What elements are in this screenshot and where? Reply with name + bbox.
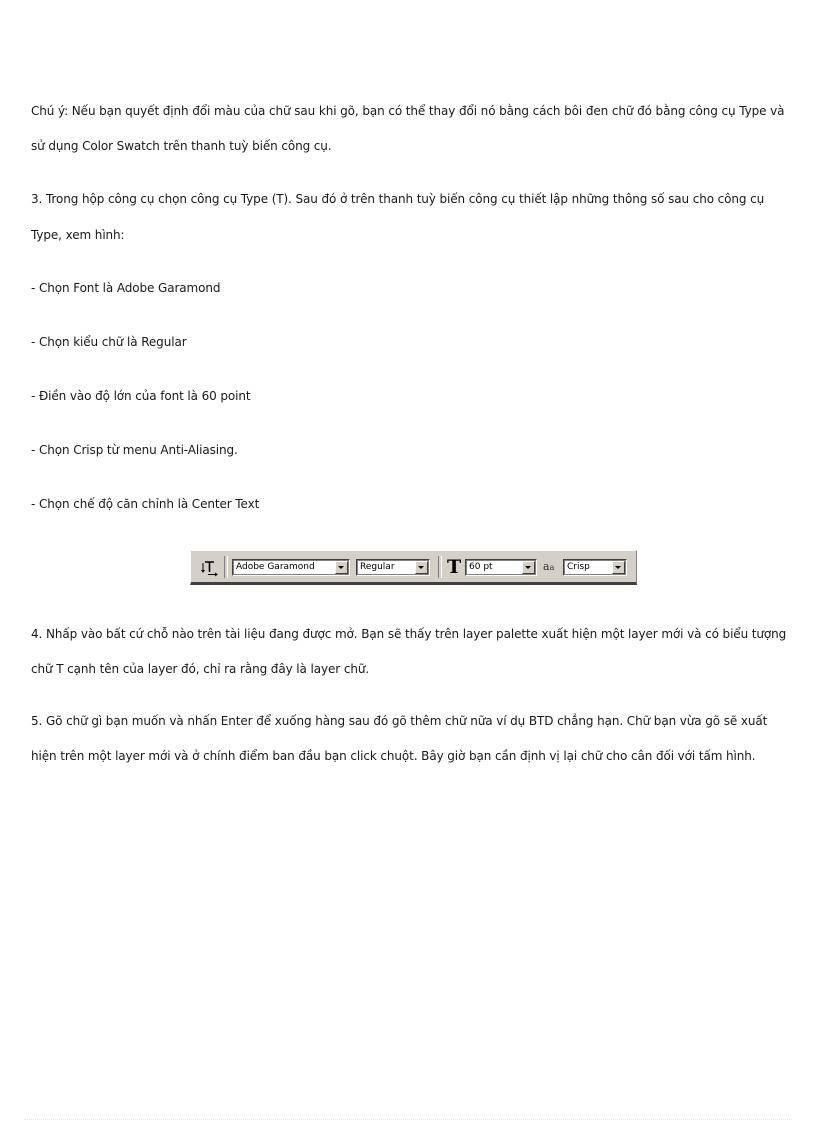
paragraph-step4-line-2: chữ T cạnh tên của layer đó, chỉ ra rằng đây là layer chữ.: [31, 662, 370, 676]
anti-aliasing-value: Crisp: [567, 562, 590, 572]
font-family-select[interactable]: [232, 559, 350, 576]
anti-aliasing-icon: [543, 560, 554, 575]
font-family-value: Adobe Garamond: [236, 562, 315, 572]
page-footer-divider: [24, 1119, 792, 1120]
anti-aliasing-select[interactable]: [563, 559, 627, 576]
chevron-down-icon[interactable]: [335, 561, 348, 574]
paragraph-note-line-2: sử dụng Color Swatch trên thanh tuỳ biến công cụ.: [31, 139, 332, 153]
chevron-down-icon[interactable]: [522, 561, 535, 574]
font-style-value: Regular: [360, 562, 395, 572]
paragraph-step5-line-1: 5. Gõ chữ gì bạn muốn và nhấn Enter để xuống hàng sau đó gõ thêm chữ nữa ví dụ BTD chẳng hạn. Chữ bạn vừa gõ sẽ xuất: [31, 714, 768, 728]
paragraph-note-line-1: Chú ý: Nếu bạn quyết định đổi màu của chữ sau khi gõ, bạn có thể thay đổi nó bằng cách bôi đen chữ đó bằng công cụ Type và: [31, 104, 785, 118]
options-bar-separator: [438, 556, 442, 578]
list-item-align: - Chọn chế độ căn chỉnh là Center Text: [31, 497, 260, 511]
paragraph-step4-line-1: 4. Nhấp vào bất cứ chỗ nào trên tài liệu đang được mở. Bạn sẽ thấy trên layer palette xuất hiện một layer mới và có biểu tượng: [31, 627, 787, 641]
type-options-bar-figure: [190, 550, 637, 585]
chevron-down-icon[interactable]: [612, 561, 625, 574]
font-size-icon: T: [447, 556, 462, 578]
list-item-font: - Chọn Font là Adobe Garamond: [31, 281, 221, 295]
paragraph-step5-line-2: hiện trên một layer mới và ở chính điểm ban đầu bạn click chuột. Bây giờ bạn cần định vị lại chữ cho cân đối với tấm hình.: [31, 749, 756, 763]
chevron-down-icon[interactable]: [415, 561, 428, 574]
anti-alias-letter-large: a: [543, 560, 550, 573]
list-item-antialias: - Chọn Crisp từ menu Anti-Aliasing.: [31, 443, 238, 457]
list-item-size: - Điền vào độ lớn của font là 60 point: [31, 389, 251, 403]
paragraph-step3-line-1: 3. Trong hộp công cụ chọn công cụ Type (T). Sau đó ở trên thanh tuỳ biến công cụ thiết lập những thông số sau cho công cụ: [31, 192, 765, 206]
font-style-select[interactable]: [356, 559, 430, 576]
font-size-select[interactable]: [465, 559, 537, 576]
anti-alias-letter-small: a: [549, 563, 555, 572]
paragraph-step3-line-2: Type, xem hình:: [31, 228, 125, 242]
type-tool-icon: [201, 559, 219, 577]
options-bar-separator: [224, 556, 228, 578]
list-item-style: - Chọn kiểu chữ là Regular: [31, 335, 187, 349]
font-size-value: 60 pt: [469, 562, 493, 572]
